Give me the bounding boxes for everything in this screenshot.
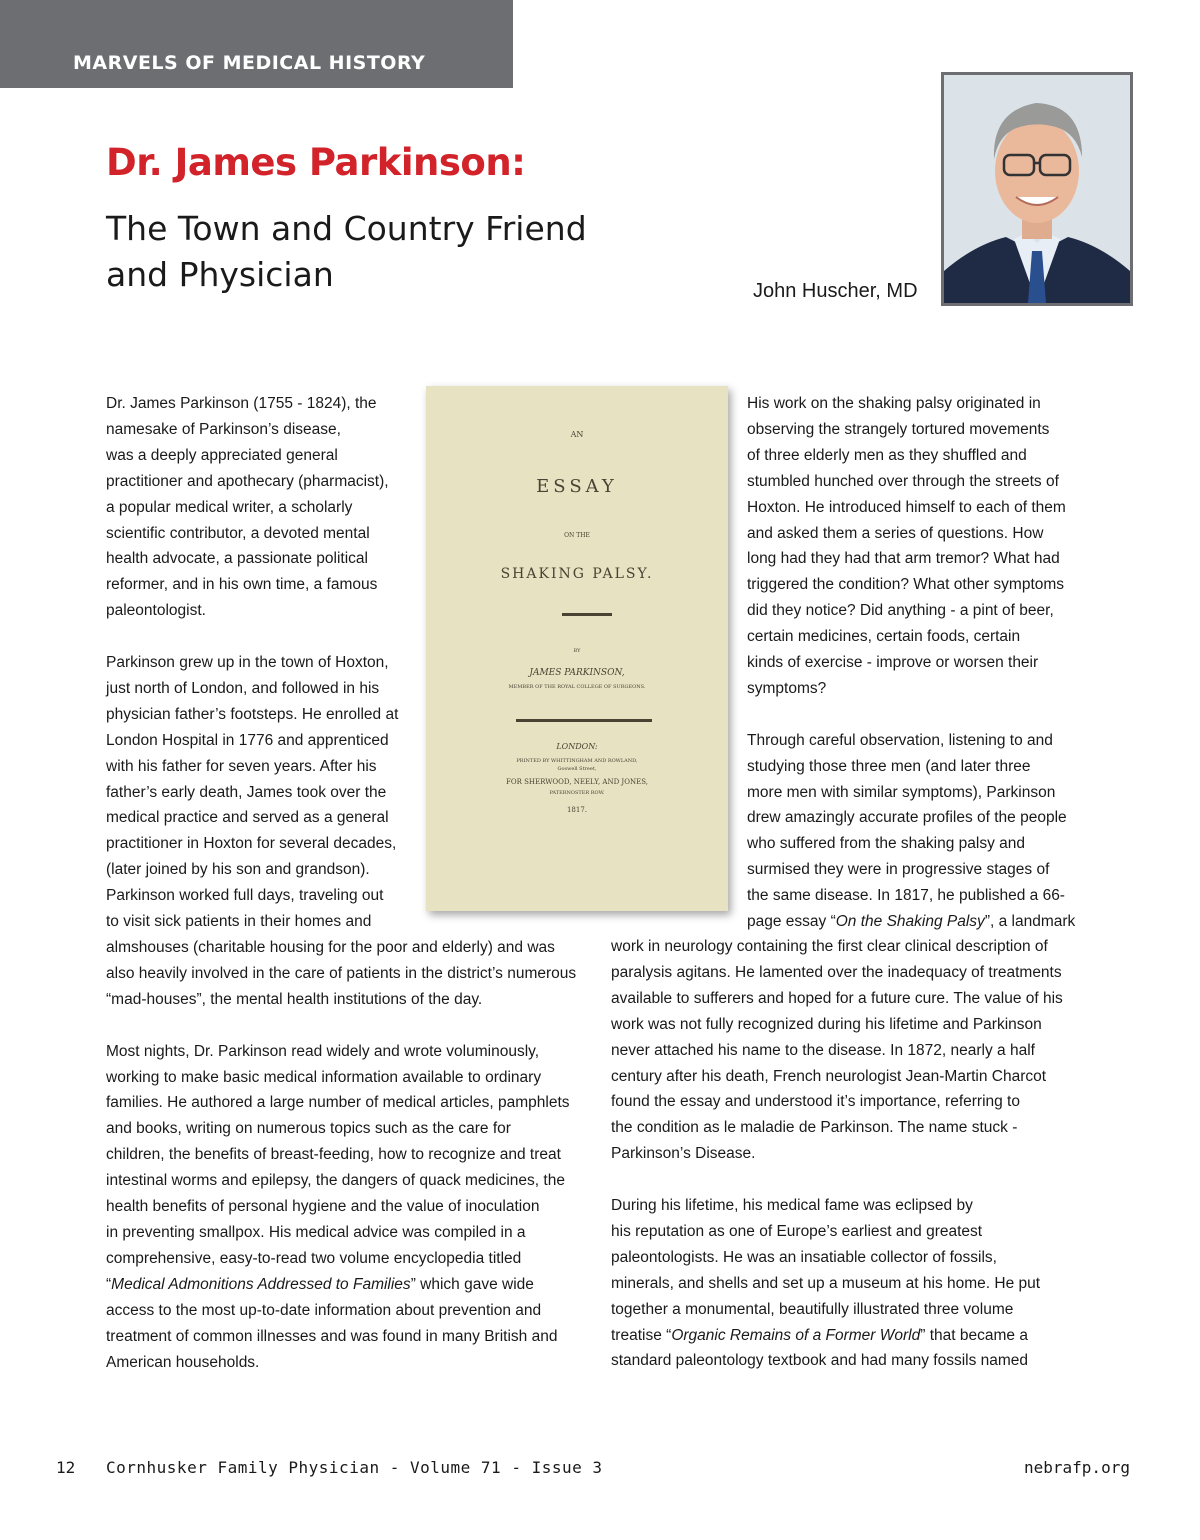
text-line: work in neurology containing the first clear clinical description of [611,938,1048,955]
text-line: American households. [106,1353,260,1371]
section-label: MARVELS OF MEDICAL HISTORY [73,52,426,74]
text-fragment: ” that became a [920,1326,1028,1344]
text-line: practitioner in Hoxton for several decades, [106,835,397,853]
text-line: drew amazingly accurate profiles of the people [747,809,1067,827]
book-city: LONDON: [556,742,598,751]
text-line: health benefits of personal hygiene and the value of inoculation [106,1198,540,1216]
text-line: certain medicines, certain foods, certain [747,628,1021,646]
text-line: namesake of Parkinson’s disease, [106,420,341,438]
text-line: Dr. James Parkinson (1755 - 1824), the [106,395,377,412]
book-title-organic-remains: Organic Remains of a Former World [671,1326,921,1344]
subtitle-line: and Physician [106,255,334,294]
publication-name: Cornhusker Family Physician - Volume 71 - Issue 3 [106,1458,603,1477]
text-line [747,909,1117,935]
text-line: the condition as le maladie de Parkinson. The name stuck - [611,1119,1018,1137]
text-line: almshouses (charitable housing for the poor and elderly) and was [106,939,555,957]
book-shaking-palsy: SHAKING PALSY. [500,566,654,582]
author-photo [941,72,1133,306]
text-line [611,1323,1121,1349]
text-line: a popular medical writer, a scholarly [106,498,353,516]
text-line: minerals, and shells and set up a museum at his home. He put [611,1274,1041,1292]
text-line: of three elderly men as they shuffled and [747,446,1027,464]
text-line: children, the benefits of breast-feeding, how to recognize and treat [106,1146,561,1164]
paragraph-observation [747,391,1117,702]
text-line: his reputation as one of Europe’s earliest and greatest [611,1222,983,1240]
text-line: “mad-houses”, the mental health institutions of the day. [106,990,483,1008]
text-line: paleontologists. He was an insatiable collector of fossils, [611,1248,997,1266]
text-line: with his father for seven years. After his [106,757,377,775]
text-fragment: treatise “ [611,1326,672,1344]
text-line: London Hospital in 1776 and apprenticed [106,731,389,749]
text-line: the same disease. In 1817, he published a 66- [747,887,1065,905]
book-publisher: FOR SHERWOOD, NEELY, AND JONES, [506,778,648,786]
text-line: together a monumental, beautifully illustrated three volume [611,1300,1014,1318]
text-line: in preventing smallpox. His medical advice was compiled in a [106,1223,526,1241]
author-byline: John Huscher, MD [753,280,918,302]
text-line: families. He authored a large number of medical articles, pamphlets [106,1094,570,1112]
essay-title: On the Shaking Palsy [835,913,985,931]
text-line: work was not fully recognized during his lifetime and Parkinson [611,1015,1042,1033]
book-on-the: ON THE [564,532,590,539]
text-line: standard paleontology textbook and had many fossils named [611,1352,1029,1370]
text-line: medical practice and served as a general [106,809,389,827]
text-line: century after his death, French neurologist Jean-Martin Charcot [611,1067,1047,1085]
paragraph-early-life [106,650,596,1013]
text-line: Through careful observation, listening to and [747,731,1053,749]
text-line: and books, writing on numerous topics such as the care for [106,1120,511,1138]
paragraph-essay-top [747,728,1117,935]
text-line: During his lifetime, his medical fame was eclipsed by [611,1197,973,1215]
subtitle-line: The Town and Country Friend [106,209,587,248]
text-line: working to make basic medical information available to ordinary [106,1068,542,1086]
book-author-title: MEMBER OF THE ROYAL COLLEGE OF SURGEONS. [508,684,646,690]
book-publisher-street: PATERNOSTER ROW. [549,790,605,796]
text-line: who suffered from the shaking palsy and [747,835,1026,853]
text-line: intestinal worms and epilepsy, the dangers of quack medicines, the [106,1172,565,1190]
text-line: available to sufferers and hoped for a future cure. The value of his [611,989,1063,1007]
text-line: Parkinson’s Disease. [611,1145,756,1163]
text-line: (later joined by his son and grandson). [106,861,370,879]
text-line: to visit sick patients in their homes and [106,913,372,931]
book-printed-street: Goswell Street, [557,766,597,772]
text-line: long had they had that arm tremor? What had [747,550,1060,568]
paragraph-intro [106,391,596,624]
book-year: 1817. [566,806,588,814]
text-line: also heavily involved in the care of patients in the district’s numerous [106,964,577,982]
text-fragment: ”, a landmark [984,913,1076,931]
book-an: AN [570,430,584,439]
book-author-name: JAMES PARKINSON, [529,668,625,678]
book-essay: ESSAY [536,476,618,497]
text-line: more men with similar symptoms), Parkinson [747,783,1056,801]
website-link[interactable]: nebrafp.org [1024,1458,1130,1477]
author-portrait-illustration [944,75,1130,303]
article-subtitle [106,206,587,298]
text-line: Hoxton. He introduced himself to each of them [747,498,1066,516]
text-line [106,1272,596,1298]
text-line: treatment of common illnesses and was found in many British and [106,1327,558,1345]
quote-close: ” which gave wide [410,1275,534,1293]
text-line: triggered the condition? What other symptoms [747,576,1065,594]
quote-open: “ [106,1275,112,1293]
text-line: access to the most up-to-date information about prevention and [106,1301,542,1319]
text-line: did they notice? Did anything - a pint of beer, [747,602,1054,620]
text-line: Parkinson worked full days, traveling out [106,887,384,905]
page-number: 12 [56,1458,76,1477]
text-fragment: page essay “ [747,913,836,931]
text-line: practitioner and apothecary (pharmacist), [106,472,389,490]
text-line: never attached his name to the disease. In 1872, nearly a half [611,1041,1035,1059]
text-line: studying those three men (and later three [747,757,1031,775]
text-line: Parkinson grew up in the town of Hoxton, [106,654,389,672]
text-line: health advocate, a passionate political [106,550,368,568]
text-line: reformer, and in his own time, a famous [106,576,378,594]
article-title: Dr. James Parkinson: [106,141,526,184]
text-line: symptoms? [747,679,827,697]
text-line: surmised they were in progressive stages of [747,861,1050,879]
article-right-column-top [747,391,1117,935]
text-line: paleontologist. [106,602,206,620]
paragraph-paleontology [611,1193,1121,1374]
text-line: stumbled hunched over through the streets of [747,472,1059,490]
paragraph-essay-continued [611,934,1121,1167]
text-line: scientific contributor, a devoted mental [106,524,370,542]
article-right-column [611,934,1121,1374]
text-line: and asked them a series of questions. How [747,524,1044,542]
text-line: Most nights, Dr. Parkinson read widely and wrote voluminously, [106,1042,540,1060]
text-line: comprehensive, easy-to-read two volume encyclopedia titled [106,1249,522,1267]
section-header-tab [0,0,513,88]
book-title-admonitions: Medical Admonitions Addressed to Families [111,1275,411,1293]
article-left-column [106,391,596,1375]
book-printed-by: PRINTED BY WHITTINGHAM AND ROWLAND, [516,758,638,764]
text-line: His work on the shaking palsy originated in [747,395,1041,412]
text-line: kinds of exercise - improve or worsen their [747,654,1039,672]
text-line: physician father’s footsteps. He enrolled at [106,705,399,723]
text-line: observing the strangely tortured movements [747,420,1050,438]
text-line: just north of London, and followed in his [106,679,380,697]
text-line: found the essay and understood it’s importance, referring to [611,1093,1020,1111]
text-line: father’s early death, James took over the [106,783,387,801]
text-line: paralysis agitans. He lamented over the inadequacy of treatments [611,963,1062,981]
paragraph-writings [106,1039,596,1376]
text-line: was a deeply appreciated general [106,446,338,464]
book-by: BY [573,648,581,654]
